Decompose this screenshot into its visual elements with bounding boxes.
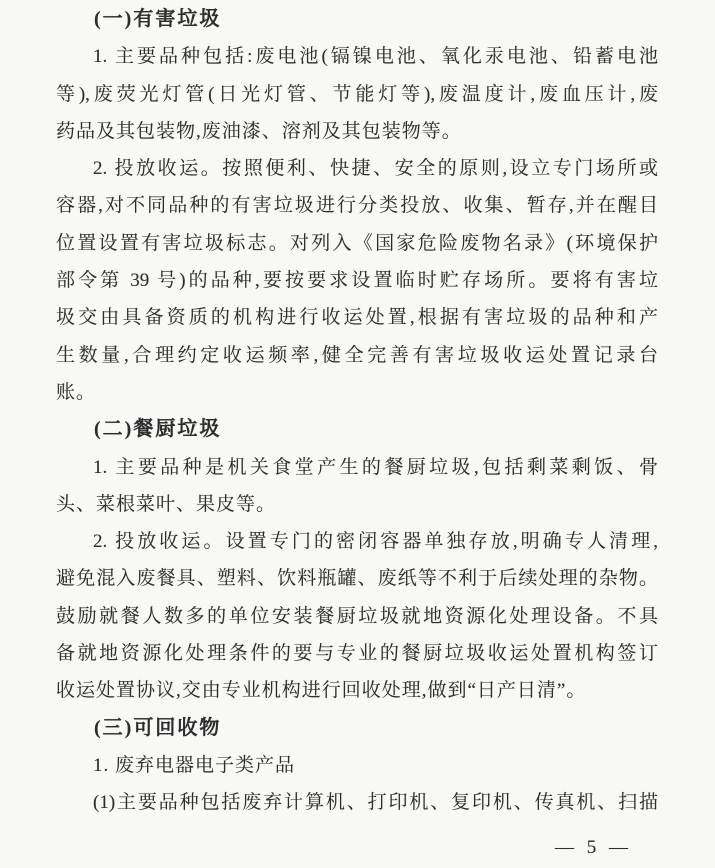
page-number: — 5 — bbox=[555, 836, 632, 858]
text-line: 圾交由具备资质的机构进行收运处置,根据有害垃圾的品种和产 bbox=[56, 307, 658, 329]
text-line: 等),废荧光灯管(日光灯管、节能灯等),废温度计,废血压计,废 bbox=[56, 83, 658, 105]
paragraph-recyclables-electronics-title bbox=[56, 747, 658, 784]
text-line: 账。 bbox=[56, 381, 97, 403]
text-line: 鼓励就餐人数多的单位安装餐厨垃圾就地资源化处理设备。不具 bbox=[56, 605, 658, 627]
text-line: 2. 投放收运。设置专门的密闭容器单独存放,明确专人清理, bbox=[93, 531, 658, 553]
text-line: 收运处置协议,交由专业机构进行回收处理,做到“日产日清”。 bbox=[56, 680, 587, 702]
text-line: 避免混入废餐具、塑料、饮料瓶罐、废纸等不利于后续处理的杂物。 bbox=[56, 568, 658, 590]
text-line: 1. 废弃电器电子类产品 bbox=[93, 754, 296, 776]
text-line: 2. 投放收运。按照便利、快捷、安全的原则,设立专门场所或 bbox=[93, 158, 658, 180]
text-line: 位置设置有害垃圾标志。对列入《国家危险废物名录》(环境保护 bbox=[56, 232, 658, 254]
text-line: 头、菜根菜叶、果皮等。 bbox=[56, 493, 277, 515]
text-line: 生数量,合理约定收运频率,健全完善有害垃圾收运处置记录台 bbox=[56, 344, 658, 366]
text-line: 部令第 39 号)的品种,要按要求设置临时贮存场所。要将有害垃 bbox=[56, 270, 658, 292]
text-line: 药品及其包装物,废油漆、溶剂及其包装物等。 bbox=[56, 120, 462, 142]
text-line: 1. 主要品种是机关食堂产生的餐厨垃圾,包括剩菜剩饭、骨 bbox=[93, 456, 658, 478]
text-line: 1. 主要品种包括:废电池(镉镍电池、氧化汞电池、铅蓄电池 bbox=[93, 46, 658, 68]
paragraph-hazardous-collection bbox=[56, 150, 658, 411]
paragraph-kitchen-types bbox=[56, 449, 658, 524]
text-line: 容器,对不同品种的有害垃圾进行分类投放、收集、暂存,并在醒目 bbox=[56, 195, 658, 217]
document-body bbox=[56, 1, 658, 861]
section-heading-kitchen-waste: (二)餐厨垃圾 bbox=[94, 418, 222, 441]
paragraph-recyclables-electronics-types bbox=[56, 784, 658, 821]
section-heading-recyclables: (三)可回收物 bbox=[94, 716, 222, 739]
text-line: (1)主要品种包括废弃计算机、打印机、复印机、传真机、扫描 bbox=[93, 792, 658, 814]
section-heading-hazardous-waste: (一)有害垃圾 bbox=[94, 8, 222, 30]
text-line: 备就地资源化处理条件的要与专业的餐厨垃圾收运处置机构签订 bbox=[56, 643, 658, 665]
paragraph-hazardous-types bbox=[56, 38, 658, 150]
paragraph-kitchen-collection bbox=[56, 523, 658, 709]
